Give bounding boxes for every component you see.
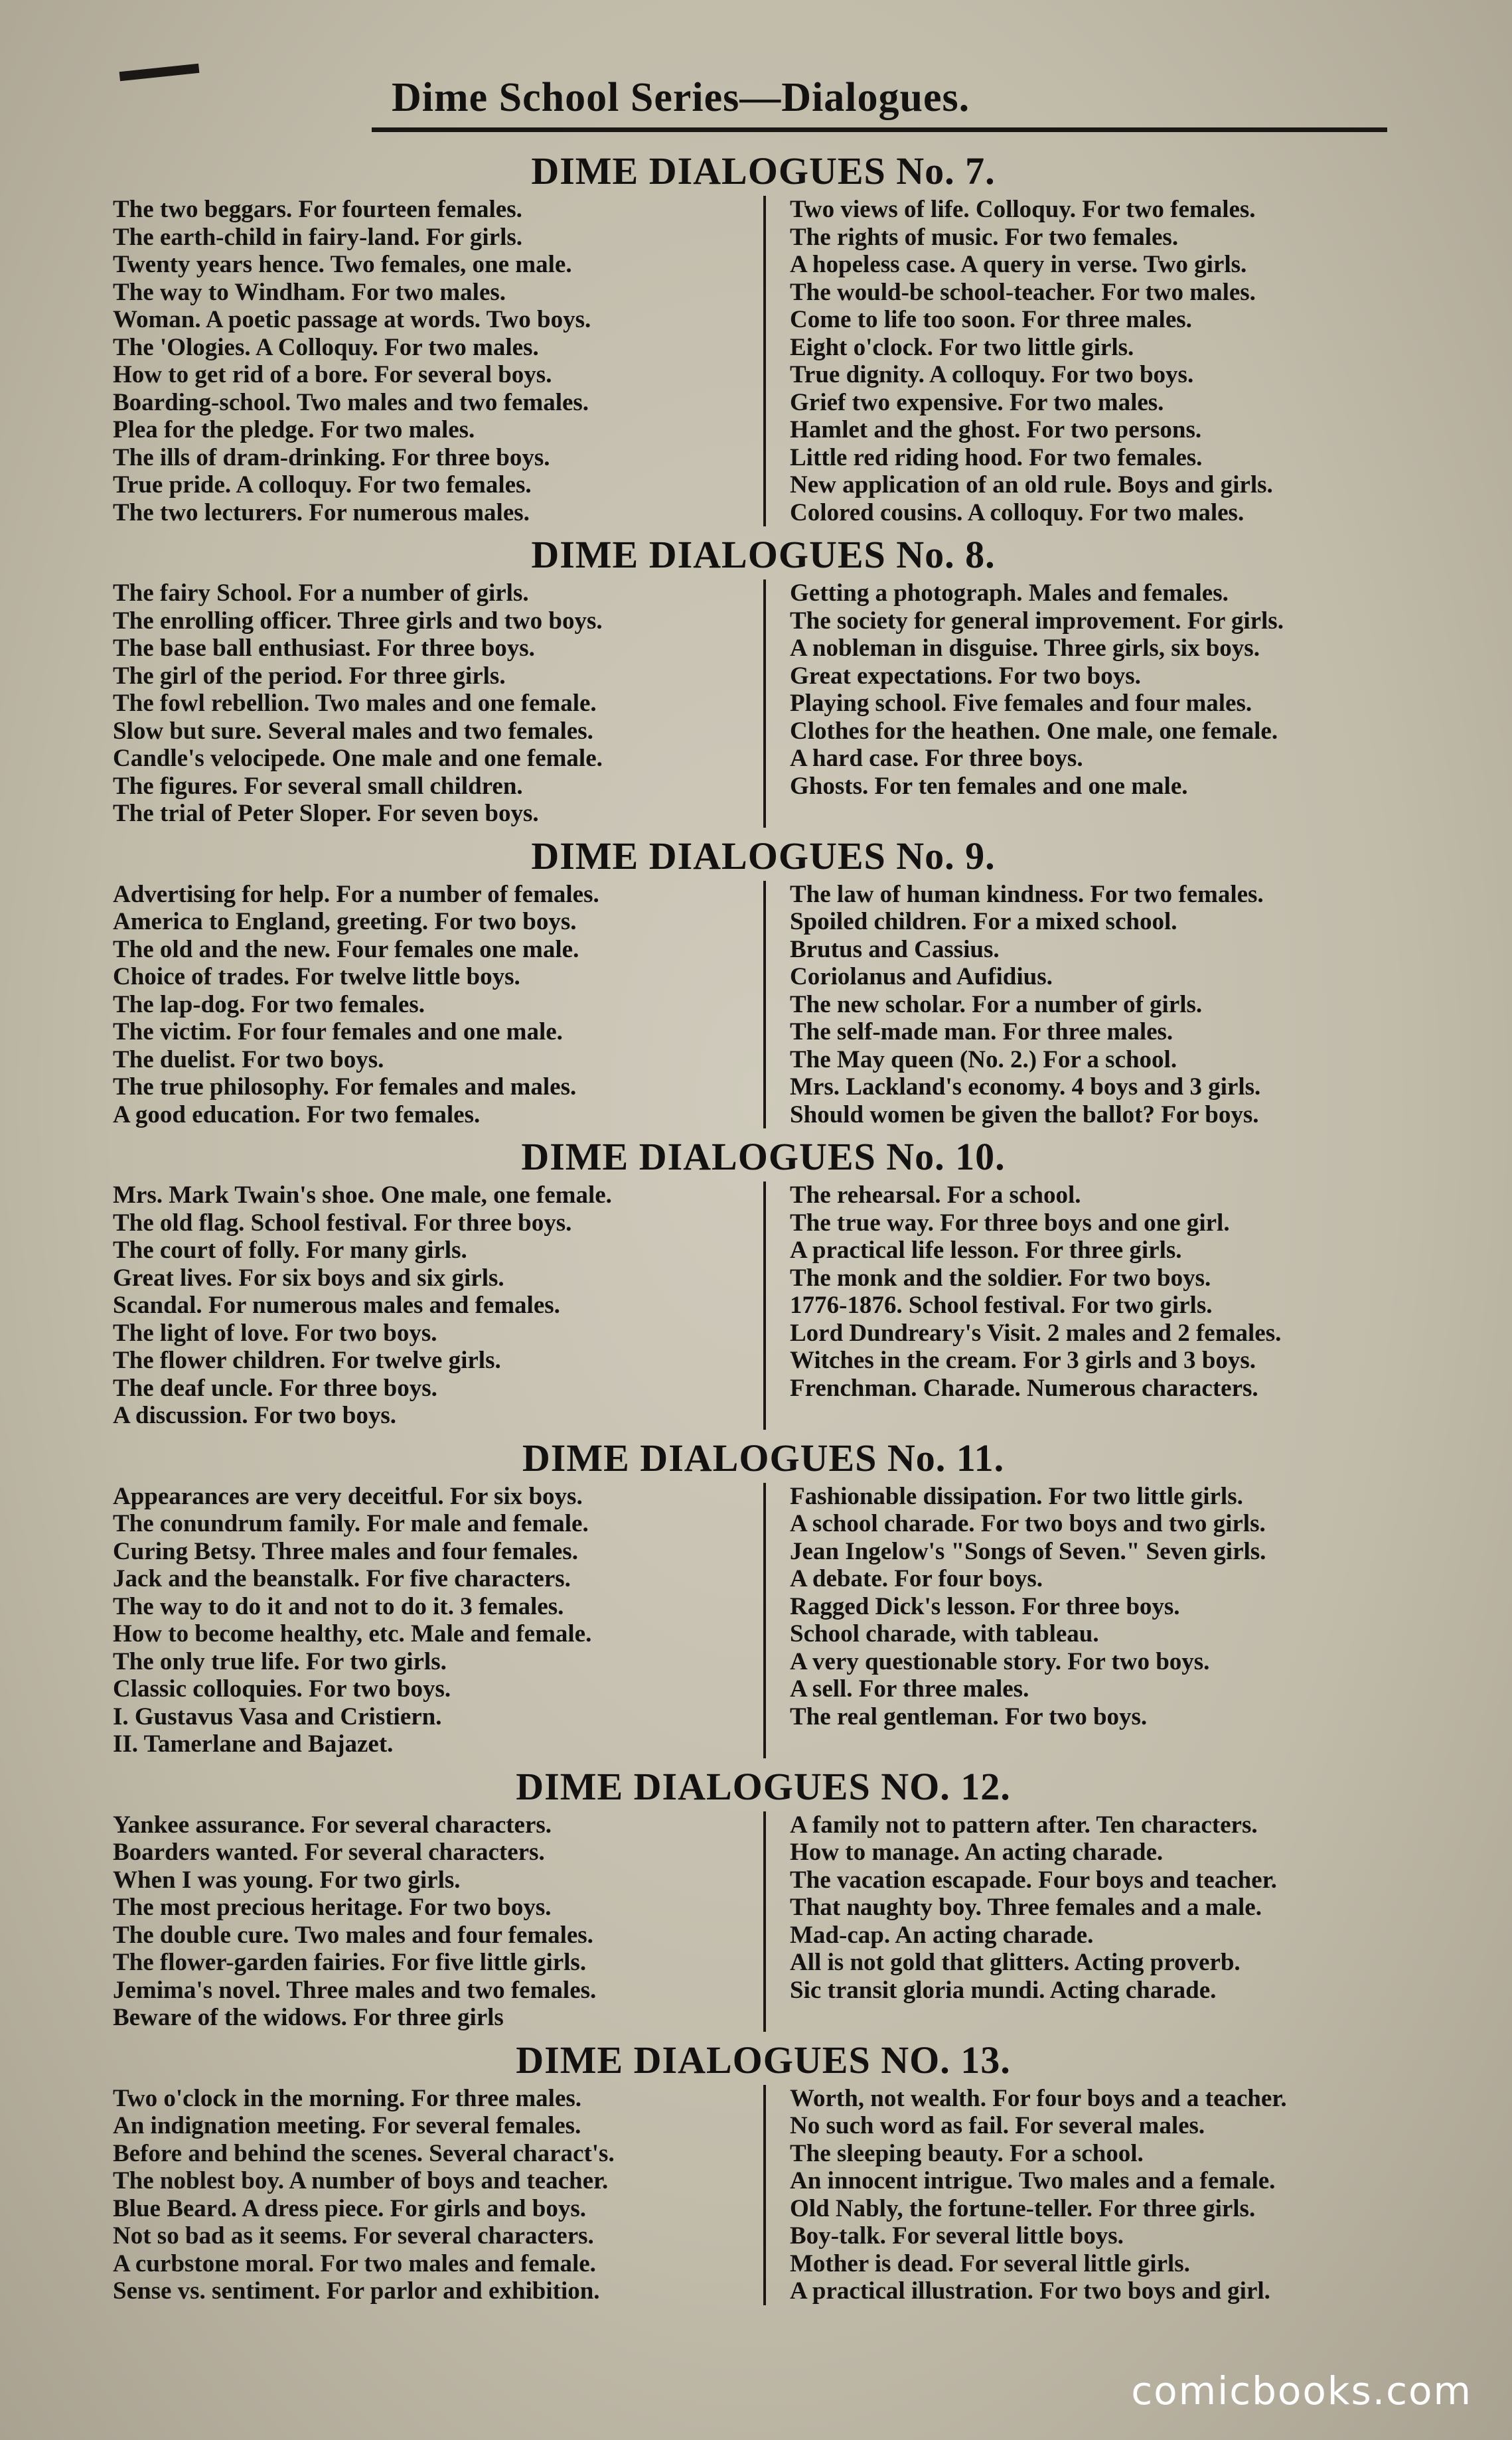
right-column (763, 196, 1414, 526)
dialogue-entry: The rehearsal. For a school. (790, 1182, 1081, 1209)
dialogue-entry: A good education. For two females. (113, 1101, 481, 1128)
dialogue-entry: I. Gustavus Vasa and Cristiern. (113, 1703, 442, 1730)
dialogue-entry: Coriolanus and Aufidius. (790, 963, 1053, 990)
dialogue-entry: The rights of music. For two females. (790, 223, 1179, 251)
dialogue-entry: A debate. For four boys. (790, 1565, 1043, 1592)
dialogue-entry: The old flag. School festival. For three boys. (113, 1209, 572, 1237)
dialogue-entry: That naughty boy. Three females and a male. (790, 1894, 1262, 1921)
dialogue-entry: True dignity. A colloquy. For two boys. (790, 361, 1194, 388)
dialogue-section (113, 1765, 1414, 2032)
left-column (113, 881, 763, 1129)
dialogue-entry: Twenty years hence. Two females, one male. (113, 251, 572, 278)
dialogue-entry: The society for general improvement. For girls. (790, 607, 1284, 635)
dialogue-entry: The double cure. Two males and four females. (113, 1921, 593, 1949)
dialogue-entry: The deaf uncle. For three boys. (113, 1374, 437, 1402)
dialogue-entry: A very questionable story. For two boys. (790, 1647, 1210, 1675)
left-column (113, 1811, 763, 2032)
dialogue-section (113, 533, 1414, 828)
dialogue-entry: Beware of the widows. For three girls (113, 2004, 504, 2031)
dialogue-entry: Plea for the pledge. For two males. (113, 416, 475, 443)
dialogue-entry: Curing Betsy. Three males and four females. (113, 1537, 578, 1565)
left-column (113, 1483, 763, 1758)
dialogue-entry: The self-made man. For three males. (790, 1018, 1173, 1045)
dialogue-entry: A nobleman in disguise. Three girls, six boys. (790, 635, 1260, 662)
dialogue-entry: Grief two expensive. For two males. (790, 388, 1164, 416)
dialogue-entry: Appearances are very deceitful. For six boys. (113, 1482, 583, 1510)
dialogue-entry: An indignation meeting. For several females. (113, 2112, 581, 2139)
section-title: DIME DIALOGUES NO. 13. (516, 2038, 1011, 2082)
dialogue-entry: Choice of trades. For twelve little boys. (113, 963, 520, 990)
dialogue-entry: How to get rid of a bore. For several boys. (113, 361, 552, 388)
dialogue-entry: Boy-talk. For several little boys. (790, 2222, 1124, 2249)
dialogue-entry: True pride. A colloquy. For two females. (113, 471, 532, 498)
dialogue-entry: Old Nably, the fortune-teller. For three girls. (790, 2194, 1256, 2222)
dialogue-entry: Jean Ingelow's "Songs of Seven." Seven girls. (790, 1537, 1266, 1565)
dialogue-entry: All is not gold that glitters. Acting proverb. (790, 1949, 1241, 1976)
dialogue-entry: The enrolling officer. Three girls and two boys. (113, 607, 603, 635)
dialogue-entry: The May queen (No. 2.) For a school. (790, 1045, 1177, 1073)
dialogue-entry: Getting a photograph. Males and females. (790, 579, 1229, 607)
dialogue-entry: Boarders wanted. For several characters. (113, 1839, 545, 1866)
dialogue-entry: Great lives. For six boys and six girls. (113, 1264, 504, 1292)
dialogue-entry: Colored cousins. A colloquy. For two males. (790, 498, 1245, 526)
dialogue-sections (113, 149, 1414, 2312)
dialogue-entry: Mad-cap. An acting charade. (790, 1921, 1094, 1949)
dialogue-entry: Ragged Dick's lesson. For three boys. (790, 1592, 1180, 1620)
dialogue-entry: The most precious heritage. For two boys. (113, 1894, 552, 1921)
dialogue-entry: The noblest boy. A number of boys and teacher. (113, 2167, 609, 2194)
dialogue-entry: The real gentleman. For two boys. (790, 1703, 1148, 1730)
ink-smudge (119, 64, 200, 81)
dialogue-entry: How to manage. An acting charade. (790, 1839, 1164, 1866)
dialogue-entry: The fairy School. For a number of girls. (113, 579, 529, 607)
section-title: DIME DIALOGUES No. 9. (531, 834, 996, 877)
dialogue-entry: The base ball enthusiast. For three boys. (113, 635, 535, 662)
dialogue-entry: Worth, not wealth. For four boys and a teacher. (790, 2084, 1287, 2112)
dialogue-section (113, 2038, 1414, 2305)
dialogue-entry: New application of an old rule. Boys and girls. (790, 471, 1273, 498)
dialogue-section (113, 1135, 1414, 1430)
dialogue-entry: Great expectations. For two boys. (790, 662, 1141, 690)
dialogue-entry: Jemima's novel. Three males and two females. (113, 1976, 597, 2004)
dialogue-entry: The flower-garden fairies. For five little girls. (113, 1949, 587, 1976)
dialogue-entry: No such word as fail. For several males. (790, 2112, 1205, 2139)
dialogue-entry: A school charade. For two boys and two girls. (790, 1510, 1266, 1537)
dialogue-entry: Brutus and Cassius. (790, 935, 1000, 963)
dialogue-entry: The would-be school-teacher. For two males. (790, 278, 1256, 306)
dialogue-entry: The new scholar. For a number of girls. (790, 990, 1203, 1018)
dialogue-entry: Ghosts. For ten females and one male. (790, 772, 1188, 800)
dialogue-entry: Should women be given the ballot? For boys. (790, 1101, 1259, 1128)
dialogue-entry: The true philosophy. For females and males. (113, 1073, 577, 1101)
dialogue-entry: The victim. For four females and one male. (113, 1018, 563, 1045)
dialogue-entry: A family not to pattern after. Ten characters. (790, 1811, 1258, 1839)
dialogue-entry: The flower children. For twelve girls. (113, 1347, 501, 1374)
dialogue-entry: Scandal. For numerous males and females. (113, 1292, 560, 1319)
left-column (113, 2085, 763, 2305)
dialogue-entry: Two views of life. Colloquy. For two females. (790, 196, 1256, 223)
dialogue-entry: The figures. For several small children. (113, 772, 523, 800)
dialogue-entry: A sell. For three males. (790, 1675, 1029, 1703)
dialogue-entry: The fowl rebellion. Two males and one female. (113, 690, 597, 717)
dialogue-entry: The true way. For three boys and one girl. (790, 1209, 1230, 1237)
dialogue-entry: Come to life too soon. For three males. (790, 306, 1192, 333)
dialogue-entry: The earth-child in fairy-land. For girls. (113, 223, 523, 251)
dialogue-entry: The lap-dog. For two females. (113, 990, 425, 1018)
dialogue-entry: America to England, greeting. For two boys. (113, 908, 577, 935)
dialogue-entry: A practical life lesson. For three girls. (790, 1237, 1182, 1264)
page-header (113, 61, 1387, 141)
dialogue-entry: The court of folly. For many girls. (113, 1237, 467, 1264)
dialogue-entry: II. Tamerlane and Bajazet. (113, 1730, 394, 1758)
dialogue-entry: A hard case. For three boys. (790, 745, 1083, 772)
right-column (763, 579, 1414, 828)
dialogue-entry: Mrs. Mark Twain's shoe. One male, one female. (113, 1182, 612, 1209)
dialogue-entry: The girl of the period. For three girls. (113, 662, 506, 690)
dialogue-entry: Mrs. Lackland's economy. 4 boys and 3 girls. (790, 1073, 1261, 1101)
dialogue-entry: The monk and the soldier. For two boys. (790, 1264, 1211, 1292)
right-column (763, 1182, 1414, 1430)
dialogue-entry: Sic transit gloria mundi. Acting charade. (790, 1976, 1217, 2004)
section-columns (113, 579, 1414, 828)
dialogue-entry: Not so bad as it seems. For several characters. (113, 2222, 594, 2249)
dialogue-entry: The duelist. For two boys. (113, 1045, 384, 1073)
dialogue-entry: Clothes for the heathen. One male, one female. (790, 717, 1278, 745)
section-columns (113, 1483, 1414, 1758)
right-column (763, 1483, 1414, 1758)
dialogue-entry: Mother is dead. For several little girls. (790, 2249, 1190, 2277)
dialogue-entry: The light of love. For two boys. (113, 1319, 437, 1347)
page-title: Dime School Series—Dialogues. (392, 75, 970, 120)
dialogue-entry: School charade, with tableau. (790, 1620, 1099, 1647)
section-columns (113, 881, 1414, 1129)
dialogue-entry: Yankee assurance. For several characters. (113, 1811, 552, 1839)
left-column (113, 579, 763, 828)
section-columns (113, 196, 1414, 526)
dialogue-entry: Two o'clock in the morning. For three males. (113, 2084, 582, 2112)
section-columns (113, 2085, 1414, 2305)
dialogue-section (113, 834, 1414, 1129)
right-column (763, 881, 1414, 1129)
left-column (113, 1182, 763, 1430)
dialogue-entry: Boarding-school. Two males and two females. (113, 388, 589, 416)
dialogue-entry: Little red riding hood. For two females. (790, 443, 1203, 471)
right-column (763, 2085, 1414, 2305)
dialogue-entry: Jack and the beanstalk. For five characters. (113, 1565, 571, 1592)
dialogue-entry: Blue Beard. A dress piece. For girls and boys. (113, 2194, 586, 2222)
dialogue-entry: Sense vs. sentiment. For parlor and exhibition. (113, 2277, 600, 2305)
dialogue-entry: Before and behind the scenes. Several charact's. (113, 2139, 615, 2167)
dialogue-entry: Advertising for help. For a number of females. (113, 880, 599, 908)
section-columns (113, 1182, 1414, 1430)
dialogue-section (113, 1436, 1414, 1758)
dialogue-entry: The law of human kindness. For two females. (790, 880, 1264, 908)
dialogue-entry: Witches in the cream. For 3 girls and 3 boys. (790, 1347, 1256, 1374)
dialogue-entry: A hopeless case. A query in verse. Two girls. (790, 251, 1247, 278)
dialogue-entry: Lord Dundreary's Visit. 2 males and 2 females. (790, 1319, 1282, 1347)
right-column (763, 1811, 1414, 2032)
section-title: DIME DIALOGUES No. 7. (531, 149, 996, 192)
dialogue-section (113, 149, 1414, 526)
dialogue-entry: The old and the new. Four females one male. (113, 935, 579, 963)
dialogue-entry: The ills of dram-drinking. For three boys. (113, 443, 550, 471)
site-watermark: comicbooks.com (1131, 2368, 1472, 2413)
section-title: DIME DIALOGUES NO. 12. (516, 1764, 1011, 1808)
dialogue-entry: Fashionable dissipation. For two little girls. (790, 1482, 1243, 1510)
dialogue-entry: How to become healthy, etc. Male and female. (113, 1620, 592, 1647)
dialogue-entry: The 'Ologies. A Colloquy. For two males. (113, 333, 539, 361)
dialogue-entry: The two beggars. For fourteen females. (113, 196, 522, 223)
dialogue-entry: Classic colloquies. For two boys. (113, 1675, 451, 1703)
dialogue-entry: Frenchman. Charade. Numerous characters. (790, 1374, 1258, 1402)
dialogue-entry: A curbstone moral. For two males and female. (113, 2249, 596, 2277)
section-columns (113, 1811, 1414, 2032)
dialogue-entry: Playing school. Five females and four males. (790, 690, 1252, 717)
dialogue-entry: 1776-1876. School festival. For two girls. (790, 1292, 1213, 1319)
section-title: DIME DIALOGUES No. 11. (522, 1436, 1005, 1480)
dialogue-entry: Hamlet and the ghost. For two persons. (790, 416, 1202, 443)
dialogue-entry: An innocent intrigue. Two males and a female. (790, 2167, 1276, 2194)
dialogue-entry: Woman. A poetic passage at words. Two boys. (113, 306, 591, 333)
header-rule (372, 127, 1387, 132)
dialogue-entry: The way to do it and not to do it. 3 females. (113, 1592, 564, 1620)
dialogue-entry: Spoiled children. For a mixed school. (790, 908, 1177, 935)
dialogue-entry: The vacation escapade. Four boys and teacher. (790, 1866, 1277, 1894)
dialogue-entry: Slow but sure. Several males and two females. (113, 717, 593, 745)
dialogue-entry: Eight o'clock. For two little girls. (790, 333, 1134, 361)
dialogue-entry: The two lecturers. For numerous males. (113, 498, 530, 526)
section-title: DIME DIALOGUES No. 8. (531, 533, 996, 576)
section-title: DIME DIALOGUES No. 10. (521, 1135, 1006, 1178)
dialogue-entry: A practical illustration. For two boys and girl. (790, 2277, 1270, 2305)
dialogue-entry: The way to Windham. For two males. (113, 278, 506, 306)
dialogue-entry: The trial of Peter Sloper. For seven boys. (113, 800, 539, 827)
dialogue-entry: The only true life. For two girls. (113, 1647, 447, 1675)
dialogue-entry: When I was young. For two girls. (113, 1866, 461, 1894)
dialogue-entry: The conundrum family. For male and female. (113, 1510, 589, 1537)
left-column (113, 196, 763, 526)
dialogue-entry: Candle's velocipede. One male and one female. (113, 745, 603, 772)
dialogue-entry: A discussion. For two boys. (113, 1402, 396, 1429)
dialogue-entry: The sleeping beauty. For a school. (790, 2139, 1144, 2167)
